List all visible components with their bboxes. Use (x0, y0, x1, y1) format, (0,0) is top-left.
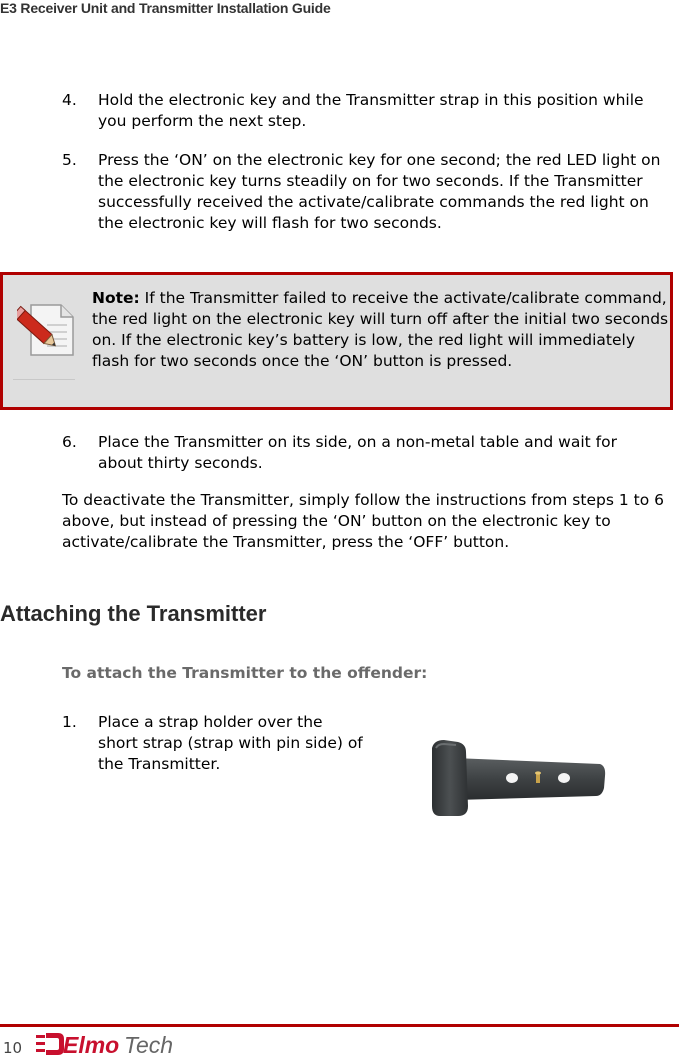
step-number: 6. (62, 433, 77, 451)
logo-bold-text: Elmo (63, 1032, 120, 1058)
note-divider (13, 379, 75, 380)
note-label: Note: (92, 289, 140, 307)
section-title: Attaching the Transmitter (0, 601, 267, 626)
step-4 (62, 90, 662, 132)
transmitter-strap-photo (424, 736, 614, 835)
elmotech-logo (36, 1029, 186, 1063)
deactivate-paragraph: To deactivate the Transmitter, simply follow the instructions from steps 1 to 6 above, but instead of pressing the ‘ON’ button on the electronic key to activate/calibrate the Transmitter, press the ‘OFF’ button. (62, 491, 664, 551)
note-box (0, 272, 673, 410)
document-header: E3 Receiver Unit and Transmitter Installation Guide (0, 0, 331, 16)
logo-light-text: Tech (124, 1032, 174, 1058)
note-text (92, 288, 672, 372)
step-number: 1. (62, 713, 77, 731)
note-body: If the Transmitter failed to receive the activate/calibrate command, the red light on the electronic key will turn off after the initial two seconds on. If the electronic key’s battery is low, the red light will immediately flash for two seconds once the ‘ON’ button is pressed. (92, 289, 669, 370)
step-text: Press the ‘ON’ on the electronic key for one second; the red LED light on the electronic key turns steadily on for two seconds. If the Transmitter successfully received the activate/calibrate commands the red light on the electronic key will flash for two seconds. (98, 151, 661, 232)
step-5 (62, 150, 662, 234)
footer-rule (0, 1024, 679, 1027)
step-text: Place the Transmitter on its side, on a non-metal table and wait for about thirty seconds. (98, 433, 617, 472)
step-6 (62, 432, 662, 474)
step-text: Place a strap holder over the short strap (strap with pin side) of the Transmitter. (98, 713, 363, 773)
step-text: Hold the electronic key and the Transmitter strap in this position while you perform the next step. (98, 91, 644, 130)
note-pencil-icon (17, 301, 77, 363)
attach-step-1 (62, 712, 367, 775)
step-number: 5. (62, 151, 77, 169)
page-number: 10 (3, 1039, 23, 1057)
step-number: 4. (62, 91, 77, 109)
procedure-subtitle: To attach the Transmitter to the offender: (62, 664, 428, 682)
